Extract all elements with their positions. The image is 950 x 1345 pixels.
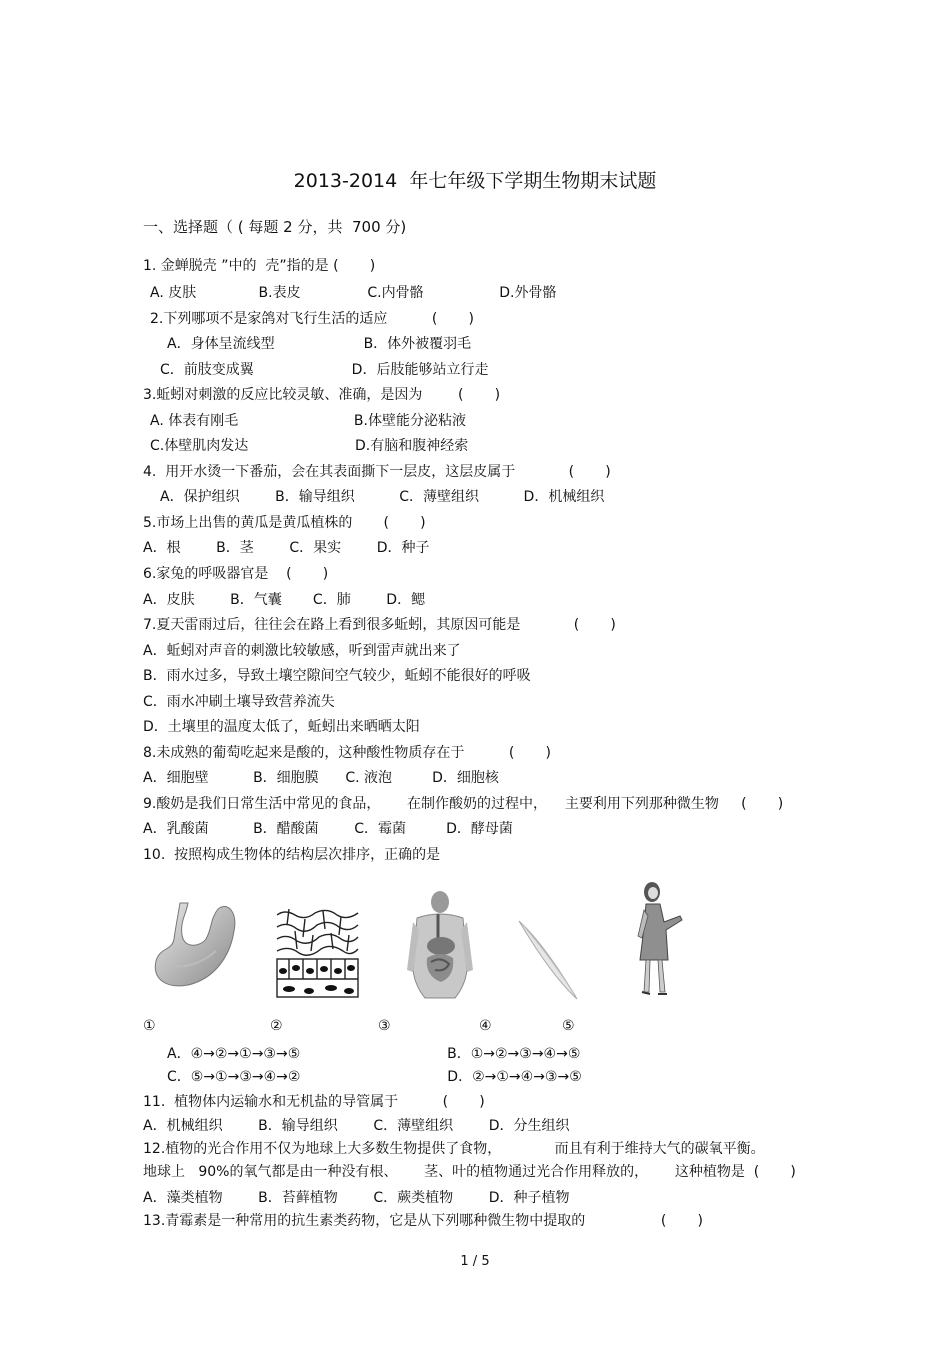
human-body-systems-image	[405, 890, 475, 1002]
q12-options: A．藻类植物 B．苔藓植物 C．蕨类植物 D．种子植物	[143, 1190, 570, 1206]
question-3: 3.蚯蚓对刺激的反应比较灵敏、准确，是因为 ( )	[143, 387, 501, 403]
figure-label-4: ④	[479, 1018, 492, 1034]
figure-label-5: ⑤	[562, 1018, 575, 1034]
question-2: 2.下列哪项不是家鸽对飞行生活的适应 ( )	[150, 311, 474, 327]
stomach-image	[150, 895, 240, 995]
q9-options: A．乳酸菌 B．醋酸菌 C．霉菌 D．酵母菌	[143, 821, 513, 837]
question-13: 13.青霉素是一种常用的抗生素类药物，它是从下列哪种微生物中提取的 ( )	[143, 1213, 703, 1229]
tissue-cells-image	[275, 905, 360, 1000]
question-11: 11. 植物体内运输水和无机盐的导管属于 ( )	[143, 1094, 485, 1110]
q7-option-a: A．蚯蚓对声音的刺激比较敏感，听到雷声就出来了	[143, 643, 461, 659]
q7-option-d: D．土壤里的温度太低了，蚯蚓出来晒晒太阳	[143, 719, 420, 735]
figure-label-2: ②	[270, 1018, 283, 1034]
question-4: 4. 用开水烫一下番茄，会在其表面撕下一层皮，这层皮属于 ( )	[143, 464, 611, 480]
question-7: 7.夏天雷雨过后，往往会在路上看到很多蚯蚓，其原因可能是 ( )	[143, 617, 616, 633]
q1-options: A. 皮肤 B.表皮 C.内骨骼 D.外骨骼	[150, 285, 557, 301]
q5-options: A．根 B．茎 C．果实 D．种子	[143, 540, 430, 556]
q2-options-cd: C．前肢变成翼 D．后肢能够站立行走	[160, 362, 489, 378]
q7-option-b: B．雨水过多，导致土壤空隙间空气较少，蚯蚓不能很好的呼吸	[143, 668, 531, 684]
cell-leaf-image	[515, 915, 585, 1005]
question-1: 1. 金蝉脱壳 ”中的 壳”指的是 ( )	[143, 258, 376, 274]
figure-label-1: ①	[143, 1018, 156, 1034]
question-10: 10. 按照构成生物体的结构层次排序，正确的是	[143, 847, 441, 863]
question-8: 8.未成熟的葡萄吃起来是酸的，这种酸性物质存在于 ( )	[143, 745, 551, 761]
q10-options-cd: C．⑤→①→③→④→② D．②→①→④→③→⑤	[167, 1069, 582, 1085]
question-12-line-1: 12.植物的光合作用不仅为地球上大多数生物提供了食物， 而且有利于维持大气的碳氧平衡。	[143, 1141, 765, 1157]
section-heading: 一、选择题（ ( 每题 2 分，共 700 分)	[143, 218, 407, 236]
q10-options-ab: A．④→②→①→③→⑤ B．①→②→③→④→⑤	[167, 1046, 581, 1062]
figure-label-3: ③	[378, 1018, 391, 1034]
q2-options-ab: A．身体呈流线型 B．体外被覆羽毛	[167, 336, 472, 352]
q7-option-c: C．雨水冲刷土壤导致营养流失	[143, 694, 335, 710]
q3-options-cd: C.体壁肌肉发达 D.有脑和腹神经索	[150, 438, 469, 454]
person-image	[630, 880, 690, 998]
question-5: 5.市场上出售的黄瓜是黄瓜植株的 ( )	[143, 515, 426, 531]
question-9: 9.酸奶是我们日常生活中常见的食品， 在制作酸奶的过程中， 主要利用下列那种微生物 ( )	[143, 796, 784, 812]
q3-options-ab: A. 体表有刚毛 B.体壁能分泌粘液	[150, 413, 466, 429]
question-6: 6.家兔的呼吸器官是 ( )	[143, 566, 329, 582]
question-12-line-2: 地球上 90%的氧气都是由一种没有根、 茎、叶的植物通过光合作用释放的， 这种植物是 ( )	[143, 1164, 796, 1180]
q6-options: A．皮肤 B．气囊 C．肺 D．鳃	[143, 592, 426, 608]
q4-options: A．保护组织 B．输导组织 C．薄壁组织 D．机械组织	[160, 489, 605, 505]
page-number: 1 / 5	[460, 1254, 490, 1269]
q11-options: A．机械组织 B．输导组织 C．薄壁组织 D．分生组织	[143, 1118, 570, 1134]
page-title: 2013-2014 年七年级下学期生物期末试题	[293, 170, 657, 192]
q8-options: A．细胞壁 B．细胞膜 C. 液泡 D．细胞核	[143, 770, 499, 786]
